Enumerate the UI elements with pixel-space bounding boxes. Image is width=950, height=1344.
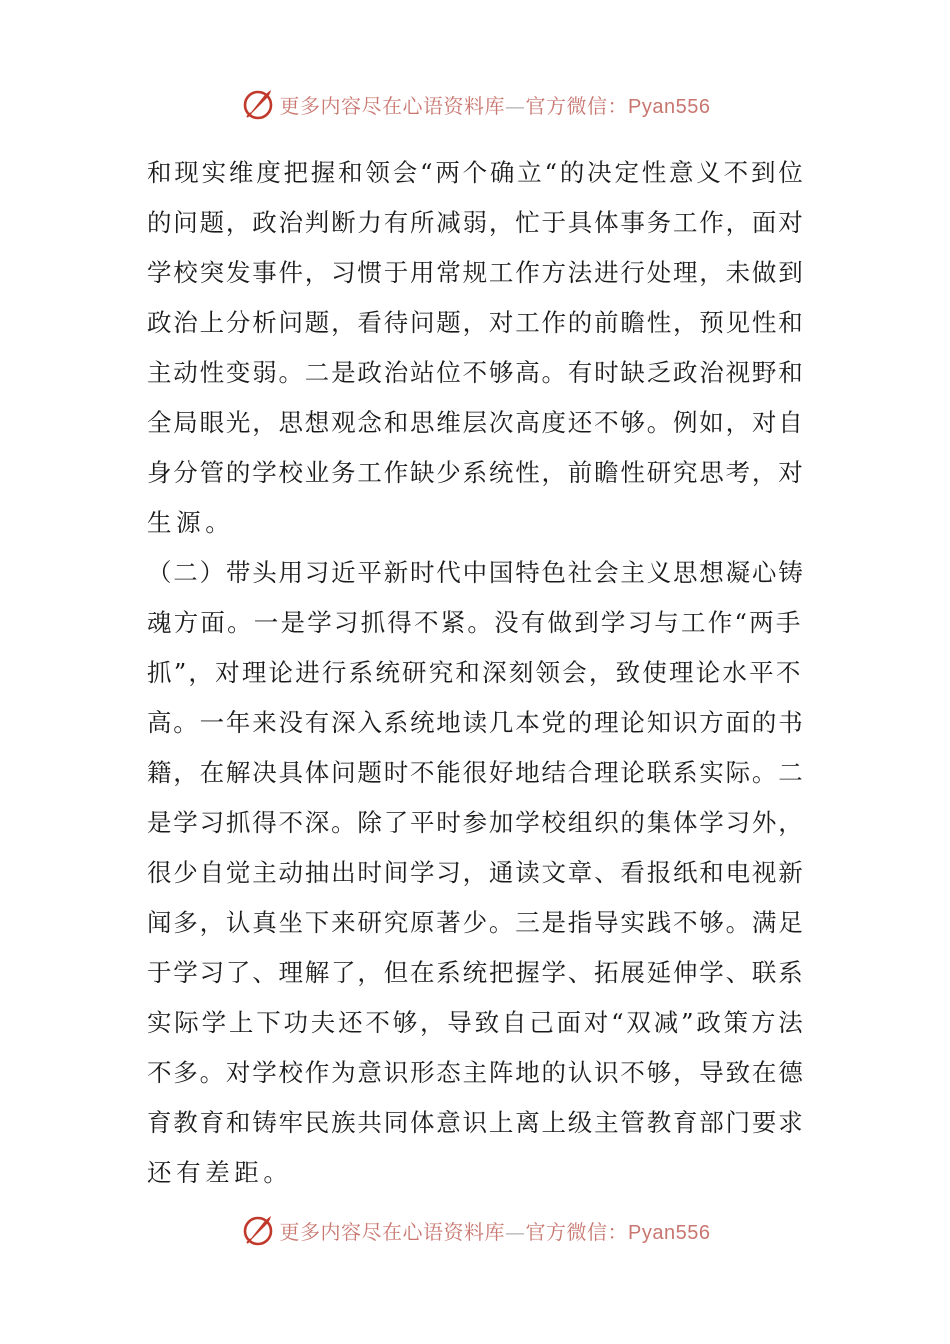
body-line: 闻多，认真坐下来研究原著少。三是指导实践不够。满足 (147, 908, 805, 937)
header-banner (0, 82, 950, 126)
body-line: 主动性变弱。二是政治站位不够高。有时缺乏政治视野和 (147, 358, 805, 387)
body-line: （二）带头用习近平新时代中国特色社会主义思想凝心铸 (147, 558, 805, 587)
footer-banner (0, 1208, 950, 1252)
body-line: 和现实维度把握和领会“两个确立“的决定性意义不到位 (147, 158, 806, 187)
body-line: 全局眼光，思想观念和思维层次高度还不够。例如，对自 (147, 408, 805, 437)
body-line: 不多。对学校作为意识形态主阵地的认识不够，导致在德 (147, 1058, 805, 1087)
body-line: 于学习了、理解了，但在系统把握学、拓展延伸学、联系 (147, 958, 805, 987)
body-line: 政治上分析问题，看待问题，对工作的前瞻性，预见性和 (147, 308, 805, 337)
body-line: 魂方面。一是学习抓得不紧。没有做到学习与工作“两手 (147, 608, 803, 637)
quill-circle-logo-icon (240, 86, 276, 122)
body-line: 的问题，政治判断力有所减弱，忙于具体事务工作，面对 (147, 208, 805, 237)
body-line: 高。一年来没有深入系统地读几本党的理论知识方面的书 (147, 708, 805, 737)
footer-banner-text: 更多内容尽在心语资料库—官方微信：Pyan556 (279, 1219, 711, 1244)
body-line: 还有差距。 (147, 1158, 293, 1187)
document-body (147, 148, 807, 1198)
body-line: 很少自觉主动抽出时间学习，通读文章、看报纸和电视新 (147, 858, 805, 887)
body-line: 身分管的学校业务工作缺少系统性，前瞻性研究思考，对 (147, 458, 805, 487)
quill-circle-logo-icon (240, 1212, 276, 1248)
body-line: 学校突发事件，习惯于用常规工作方法进行处理，未做到 (147, 258, 805, 287)
body-line: 籍，在解决具体问题时不能很好地结合理论联系实际。二 (147, 758, 805, 787)
body-line: 实际学上下功夫还不够，导致自己面对“双减”政策方法 (147, 1008, 806, 1037)
body-line: 是学习抓得不深。除了平时参加学校组织的集体学习外， (147, 808, 805, 837)
body-line: 生源。 (147, 508, 235, 537)
header-banner-text: 更多内容尽在心语资料库—官方微信：Pyan556 (279, 93, 711, 118)
body-line: 育教育和铸牢民族共同体意识上离上级主管教育部门要求 (147, 1108, 805, 1137)
body-line: 抓”，对理论进行系统研究和深刻领会，致使理论水平不 (147, 658, 803, 687)
